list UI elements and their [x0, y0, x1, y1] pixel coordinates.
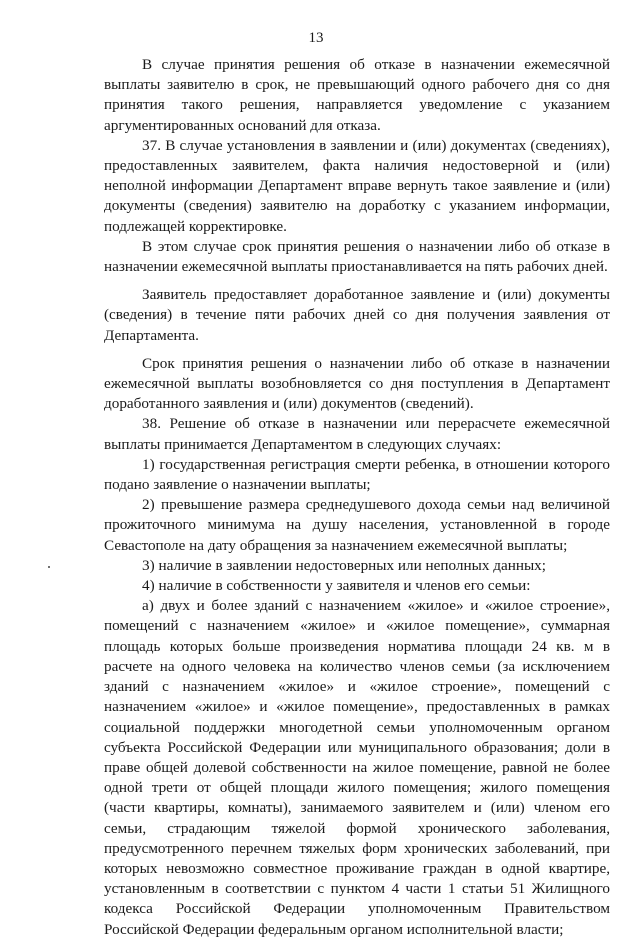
scan-speck	[48, 566, 50, 568]
list-item-4a: а) двух и более зданий с назначением «жилое» и «жилое строение», помещений с назначением «жилое» и «жилое помещение», суммарная площадь которых больше произведения норматива площади 24 кв. м в расчете на одного человека на количество членов семьи (за исключением зданий с назначением «жилое» и «жилое строение», помещений с назначением «жилое» и «жилое помещение», предоставленных в рамках социальной поддержки многодетной семьи уполномоченным органом субъекта Российской Федерации или муниципального образования; доли в праве общей долевой собственности на жилое помещение, равной не более одной трети от общей площади жилого помещения; жилого помещения (части квартиры, комнаты), занимаемого заявителем и (или) членом его семьи, страдающим тяжелой формой хронического заболевания, предусмотренного перечнем тяжелых форм хронических заболеваний, при которых невозможно совместное проживание граждан в одной квартире, установленным в соответствии с пунктом 4 части 1 статьи 51 Жилищного кодекса Российской Федерации уполномоченным Правительством Российской Федерации федеральным органом исполнительной власти;	[104, 597, 610, 938]
list-item-4: 4) наличие в собственности у заявителя и членов его семьи:	[142, 577, 531, 595]
paragraph-resubmission: Заявитель предоставляет доработанное заявление и (или) документы (сведения) в течение пяти рабочих дней со дня получения заявления от Департамента.	[104, 286, 610, 344]
paragraph-refusal-notice: В случае принятия решения об отказе в назначении ежемесячной выплаты заявителю в срок, не превышающий одного рабочего дня со дня принятия такого решения, направляется уведомление с указанием аргументированных оснований для отказа.	[104, 56, 610, 134]
paragraph-clause-38: 38. Решение об отказе в назначении или перерасчете ежемесячной выплаты принимается Департаментом в следующих случаях:	[104, 415, 610, 453]
page-number: 13	[308, 30, 324, 46]
document-body	[104, 55, 610, 940]
list-item-1: 1) государственная регистрация смерти ребенка, в отношении которого подано заявление о назначении выплаты;	[104, 455, 610, 494]
list-item-2: 2) превышение размера среднедушевого дохода семьи над величиной прожиточного минимума на душу населения, установленной в городе Севастополе на дату обращения за назначением ежемесячной выплаты;	[104, 496, 610, 554]
paragraph-clause-37: 37. В случае установления в заявлении и (или) документах (сведениях), предоставленных заявителем, факта наличия недостоверной и (или) неполной информации Департамент вправе вернуть такое заявление и (или) документы (сведения) заявителю на доработку с указанием информации, подлежащей корректировке.	[104, 136, 610, 235]
paragraph-suspension: В этом случае срок принятия решения о назначении либо об отказе в назначении ежемесячной выплаты приостанавливается на пять рабочих дней.	[104, 237, 610, 276]
list-item-3: 3) наличие в заявлении недостоверных или неполных данных;	[142, 556, 546, 574]
paragraph-resumption: Срок принятия решения о назначении либо об отказе в назначении ежемесячной выплаты возобновляется со дня поступления в Департамент доработанного заявления и (или) документов (сведений).	[104, 354, 610, 413]
